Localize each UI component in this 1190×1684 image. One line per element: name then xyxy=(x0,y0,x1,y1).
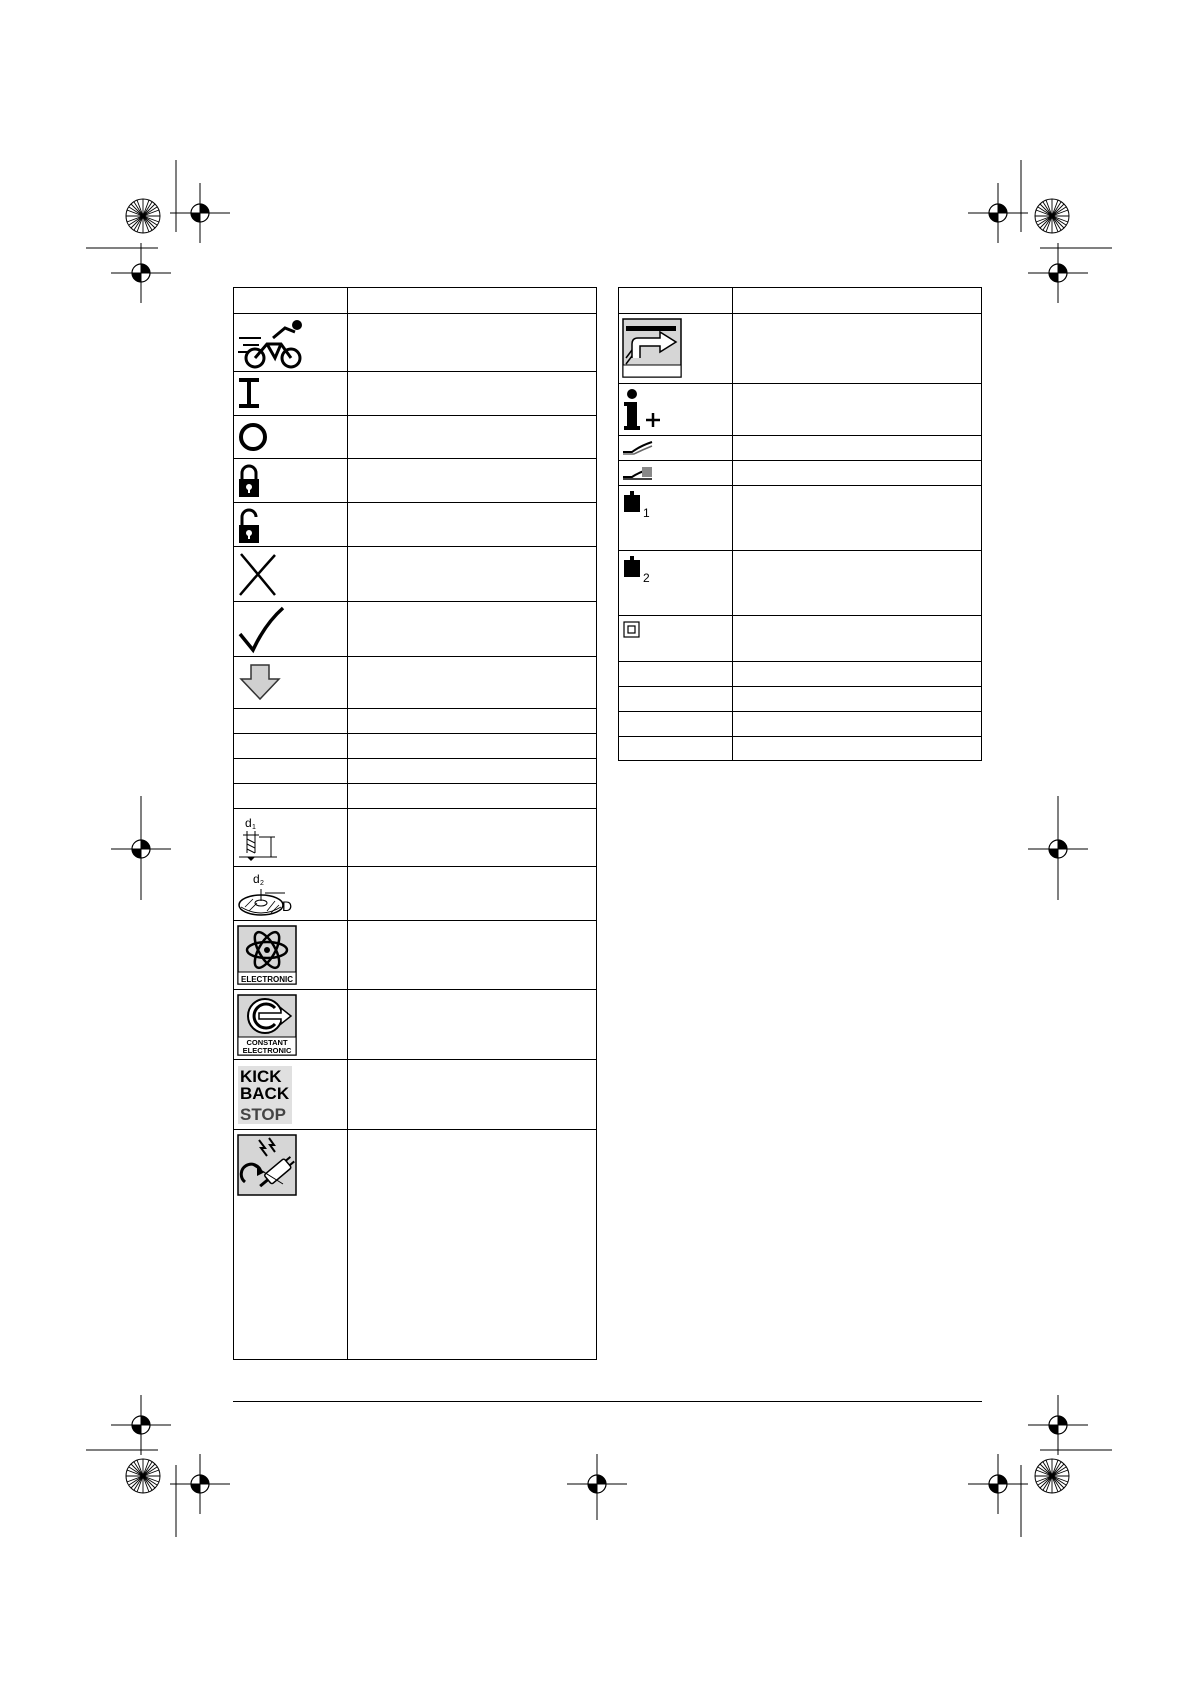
d1-letter: d xyxy=(245,816,252,830)
back-label: BACK xyxy=(240,1084,290,1103)
constant-label: CONSTANT xyxy=(246,1038,288,1047)
weight-index-1: 1 xyxy=(643,506,650,520)
d2-subscript: 2 xyxy=(260,880,264,887)
D-label: D xyxy=(282,898,293,914)
weight-index-2: 2 xyxy=(643,571,650,585)
d1-subscript: 1 xyxy=(252,824,256,831)
kick-label: KICK xyxy=(240,1067,282,1086)
d2-letter: d xyxy=(253,872,260,886)
stop-label: STOP xyxy=(240,1105,286,1124)
electronic-label: ELECTRONIC xyxy=(241,975,293,984)
constant-electronic-label: ELECTRONIC xyxy=(242,1046,292,1055)
